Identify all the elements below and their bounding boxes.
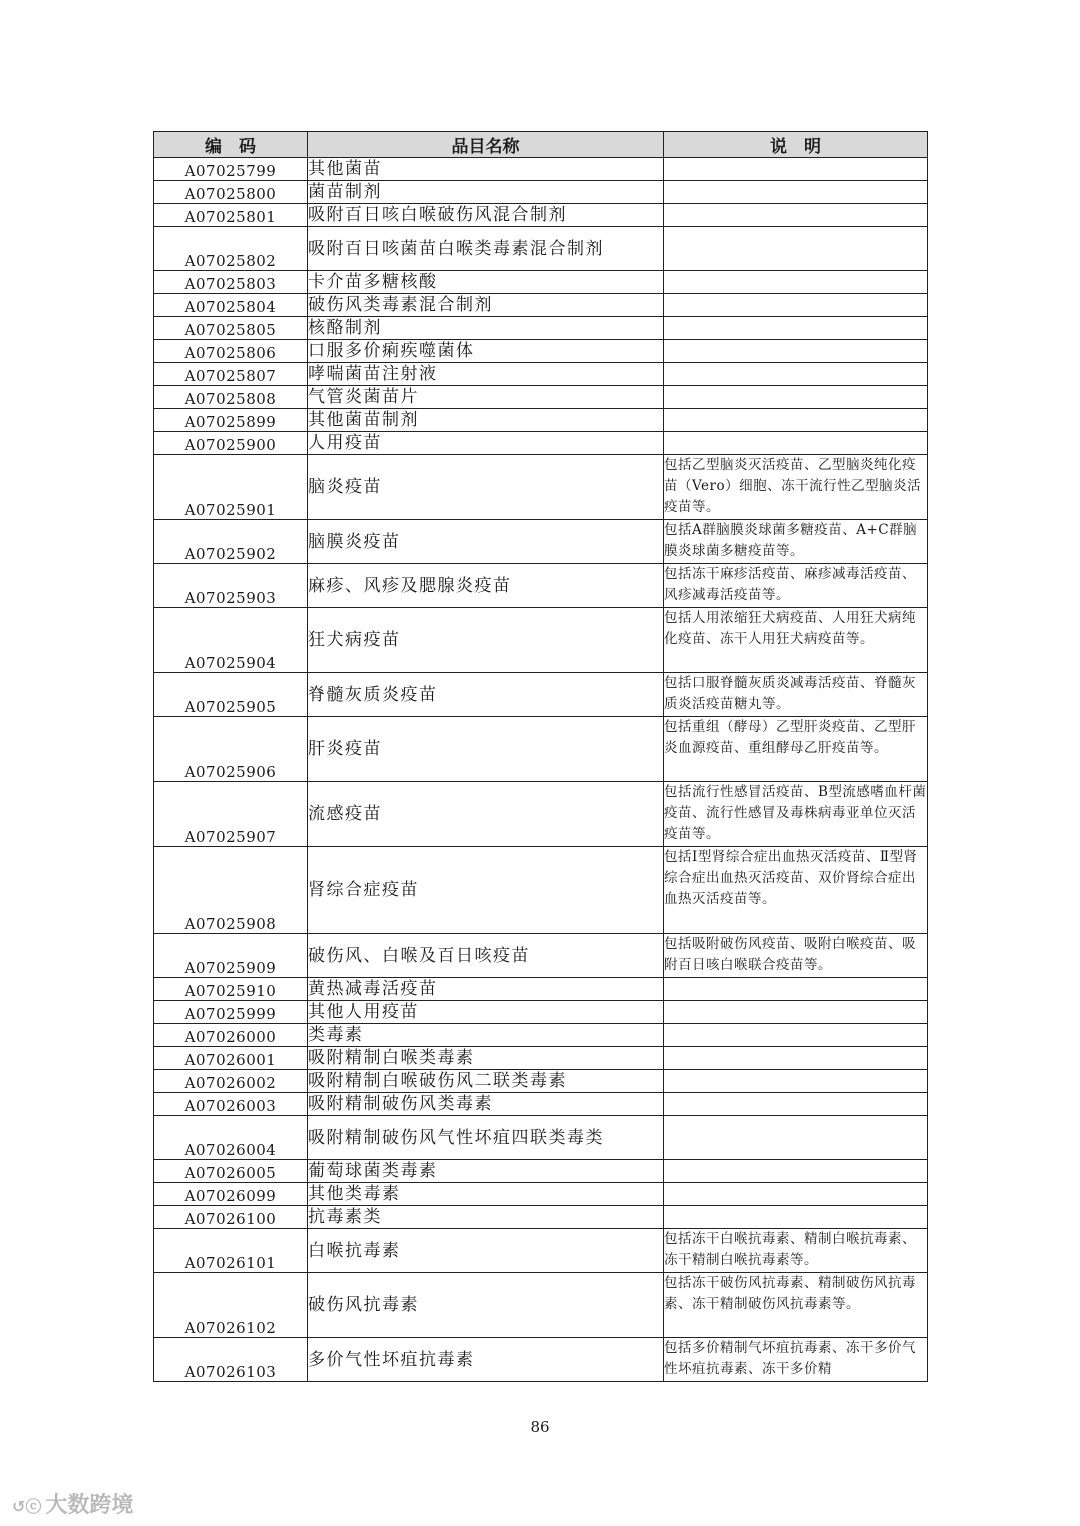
row-note: [664, 978, 928, 1001]
row-code: A07025999: [154, 1001, 308, 1024]
row-note: 包括A群脑膜炎球菌多糖疫苗、A+C群脑膜炎球菌多糖疫苗等。: [664, 520, 928, 564]
table-row: [154, 1047, 928, 1070]
catalog-table: [153, 131, 928, 1382]
table-row: [154, 317, 928, 340]
row-note: 包括冻干白喉抗毒素、精制白喉抗毒素、冻干精制白喉抗毒素等。: [664, 1229, 928, 1273]
row-name: 脊髓灰质炎疫苗: [308, 673, 664, 717]
table-row: [154, 673, 928, 717]
table-row: [154, 1273, 928, 1338]
table-row: [154, 181, 928, 204]
row-note: 包括Ⅰ型肾综合症出血热灭活疫苗、Ⅱ型肾综合症出血热灭活疫苗、双价肾综合症出血热灭活疫苗等。: [664, 847, 928, 934]
row-code: A07025807: [154, 363, 308, 386]
row-code: A07025799: [154, 158, 308, 181]
row-name: 白喉抗毒素: [308, 1229, 664, 1273]
row-note: [664, 1024, 928, 1047]
row-code: A07025910: [154, 978, 308, 1001]
row-code: A07025800: [154, 181, 308, 204]
row-note: [664, 271, 928, 294]
row-name: 类毒素: [308, 1024, 664, 1047]
table-row: [154, 340, 928, 363]
row-note: [664, 363, 928, 386]
row-name: 肾综合症疫苗: [308, 847, 664, 934]
row-note: [664, 317, 928, 340]
table-row: [154, 1001, 928, 1024]
row-name: 肝炎疫苗: [308, 717, 664, 782]
table-body: [154, 158, 928, 1382]
row-name: 吸附精制白喉破伤风二联类毒素: [308, 1070, 664, 1093]
row-note: [664, 294, 928, 317]
row-code: A07025801: [154, 204, 308, 227]
row-code: A07025908: [154, 847, 308, 934]
table-row: [154, 1206, 928, 1229]
row-code: A07025806: [154, 340, 308, 363]
watermark-logo-icon: ↺ⓒ: [12, 1497, 42, 1516]
row-code: A07025900: [154, 432, 308, 455]
row-name: 吸附精制白喉类毒素: [308, 1047, 664, 1070]
row-note: 包括乙型脑炎灭活疫苗、乙型脑炎纯化疫苗（Vero）细胞、冻干流行性乙型脑炎活疫苗等。: [664, 455, 928, 520]
row-code: A07026099: [154, 1183, 308, 1206]
table-row: [154, 294, 928, 317]
table-row: [154, 608, 928, 673]
table-row: [154, 782, 928, 847]
table-row: [154, 158, 928, 181]
row-code: A07025902: [154, 520, 308, 564]
table-row: [154, 363, 928, 386]
row-code: A07025802: [154, 227, 308, 271]
row-name: 气管炎菌苗片: [308, 386, 664, 409]
table-row: [154, 847, 928, 934]
row-note: 包括冻干麻疹活疫苗、麻疹减毒活疫苗、风疹减毒活疫苗等。: [664, 564, 928, 608]
row-name: 卡介苗多糖核酸: [308, 271, 664, 294]
table-row: [154, 1070, 928, 1093]
row-name: 其他人用疫苗: [308, 1001, 664, 1024]
table-row: [154, 564, 928, 608]
row-name: 吸附百日咳白喉破伤风混合制剂: [308, 204, 664, 227]
row-note: [664, 1070, 928, 1093]
row-code: A07025905: [154, 673, 308, 717]
row-note: [664, 227, 928, 271]
row-code: A07025901: [154, 455, 308, 520]
row-name: 其他类毒素: [308, 1183, 664, 1206]
row-note: 包括重组（酵母）乙型肝炎疫苗、乙型肝炎血源疫苗、重组酵母乙肝疫苗等。: [664, 717, 928, 782]
row-code: A07025909: [154, 934, 308, 978]
row-note: [664, 1116, 928, 1160]
watermark: [12, 1488, 133, 1519]
row-name: 多价气性坏疽抗毒素: [308, 1338, 664, 1382]
row-code: A07026102: [154, 1273, 308, 1338]
row-note: 包括吸附破伤风疫苗、吸附白喉疫苗、吸附百日咳白喉联合疫苗等。: [664, 934, 928, 978]
row-note: [664, 1093, 928, 1116]
row-name: 菌苗制剂: [308, 181, 664, 204]
table-row: [154, 1116, 928, 1160]
row-name: 葡萄球菌类毒素: [308, 1160, 664, 1183]
table-row: [154, 227, 928, 271]
row-note: [664, 340, 928, 363]
table-row: [154, 455, 928, 520]
row-code: A07026000: [154, 1024, 308, 1047]
row-note: 包括人用浓缩狂犬病疫苗、人用狂犬病纯化疫苗、冻干人用狂犬病疫苗等。: [664, 608, 928, 673]
row-note: [664, 432, 928, 455]
row-name: 其他菌苗: [308, 158, 664, 181]
row-code: A07025903: [154, 564, 308, 608]
row-code: A07026001: [154, 1047, 308, 1070]
table-header-row: [154, 132, 928, 158]
row-name: 流感疫苗: [308, 782, 664, 847]
table-row: [154, 1093, 928, 1116]
row-note: [664, 204, 928, 227]
row-name: 破伤风、白喉及百日咳疫苗: [308, 934, 664, 978]
table-row: [154, 432, 928, 455]
row-name: 吸附百日咳菌苗白喉类毒素混合制剂: [308, 227, 664, 271]
row-name: 破伤风类毒素混合制剂: [308, 294, 664, 317]
row-code: A07025803: [154, 271, 308, 294]
row-note: [664, 1206, 928, 1229]
table-row: [154, 204, 928, 227]
row-name: 吸附精制破伤风气性坏疽四联类毒类: [308, 1116, 664, 1160]
header-name: 品目名称: [308, 132, 664, 158]
watermark-text: 大数跨境: [45, 1493, 134, 1518]
row-name: 脑膜炎疫苗: [308, 520, 664, 564]
table-row: [154, 1229, 928, 1273]
row-name: 脑炎疫苗: [308, 455, 664, 520]
row-code: A07026004: [154, 1116, 308, 1160]
row-name: 人用疫苗: [308, 432, 664, 455]
row-name: 哮喘菌苗注射液: [308, 363, 664, 386]
row-code: A07025899: [154, 409, 308, 432]
row-code: A07026003: [154, 1093, 308, 1116]
row-note: 包括流行性感冒活疫苗、B型流感嗜血杆菌疫苗、流行性感冒及毒株病毒亚单位灭活疫苗等。: [664, 782, 928, 847]
row-name: 吸附精制破伤风类毒素: [308, 1093, 664, 1116]
row-code: A07026100: [154, 1206, 308, 1229]
page-number: 86: [530, 1418, 550, 1436]
row-note: [664, 409, 928, 432]
row-code: A07025907: [154, 782, 308, 847]
table-row: [154, 978, 928, 1001]
row-note: [664, 181, 928, 204]
row-code: A07025808: [154, 386, 308, 409]
row-name: 破伤风抗毒素: [308, 1273, 664, 1338]
table-row: [154, 271, 928, 294]
table-row: [154, 520, 928, 564]
row-name: 核酪制剂: [308, 317, 664, 340]
table-row: [154, 409, 928, 432]
row-note: [664, 386, 928, 409]
table-row: [154, 1338, 928, 1382]
row-code: A07025805: [154, 317, 308, 340]
row-name: 口服多价痢疾噬菌体: [308, 340, 664, 363]
table-row: [154, 386, 928, 409]
row-code: A07026103: [154, 1338, 308, 1382]
row-name: 其他菌苗制剂: [308, 409, 664, 432]
row-name: 抗毒素类: [308, 1206, 664, 1229]
row-code: A07026002: [154, 1070, 308, 1093]
row-code: A07025804: [154, 294, 308, 317]
row-name: 麻疹、风疹及腮腺炎疫苗: [308, 564, 664, 608]
row-name: 黄热减毒活疫苗: [308, 978, 664, 1001]
row-note: 包括口服脊髓灰质炎减毒活疫苗、脊髓灰质炎活疫苗糖丸等。: [664, 673, 928, 717]
table-row: [154, 934, 928, 978]
row-note: 包括冻干破伤风抗毒素、精制破伤风抗毒素、冻干精制破伤风抗毒素等。: [664, 1273, 928, 1338]
row-note: [664, 1001, 928, 1024]
row-code: A07025906: [154, 717, 308, 782]
row-code: A07026005: [154, 1160, 308, 1183]
row-note: [664, 158, 928, 181]
row-note: [664, 1183, 928, 1206]
table-row: [154, 1183, 928, 1206]
row-code: A07026101: [154, 1229, 308, 1273]
table-row: [154, 1024, 928, 1047]
header-code: 编 码: [154, 132, 308, 158]
row-name: 狂犬病疫苗: [308, 608, 664, 673]
table-row: [154, 1160, 928, 1183]
row-note: [664, 1160, 928, 1183]
table-row: [154, 717, 928, 782]
row-note: 包括多价精制气坏疽抗毒素、冻干多价气性坏疽抗毒素、冻干多价精: [664, 1338, 928, 1382]
row-note: [664, 1047, 928, 1070]
header-note: 说 明: [664, 132, 928, 158]
row-code: A07025904: [154, 608, 308, 673]
